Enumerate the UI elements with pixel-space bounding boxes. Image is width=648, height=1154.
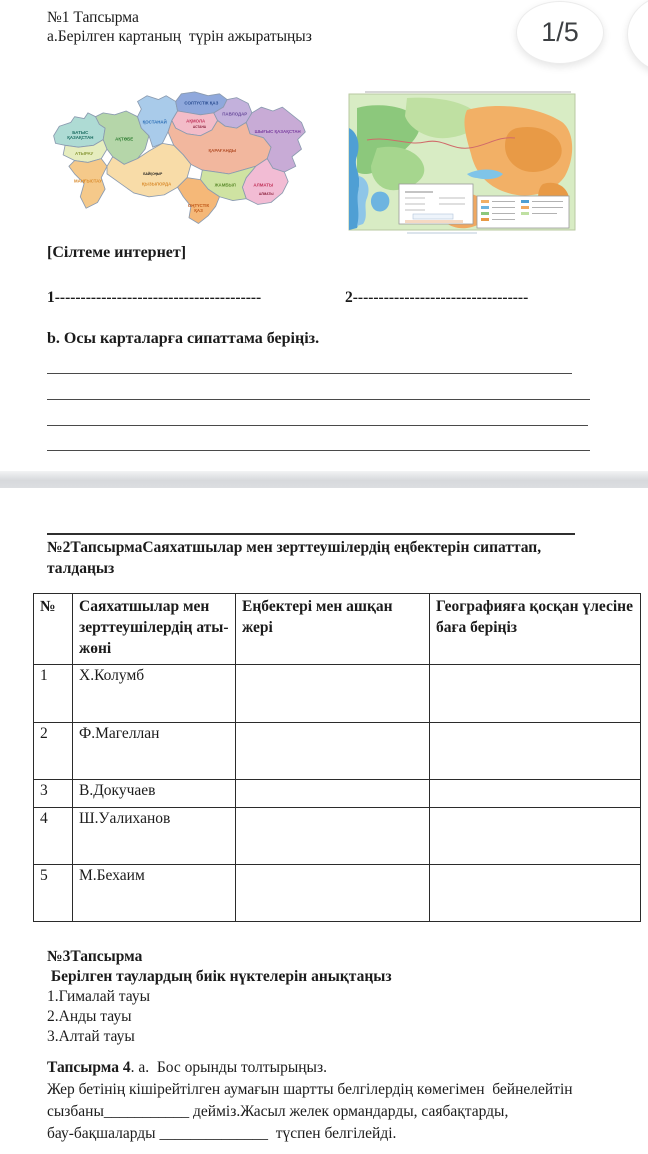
task3-item: 3.Алтай тауы [47,1028,135,1045]
answer-line [47,399,590,400]
political-map-regions [54,92,306,224]
map-label: АТЫРАУ [75,150,94,156]
task1b-title: b. Осы карталарға сипаттама беріңіз. [47,330,320,347]
row-works-cell [236,780,430,808]
map-label: АҚМОЛА [186,118,206,124]
row-num: 5 [34,865,73,922]
map-label: ҚАЗАҚСТАН [67,135,94,141]
col-header-num: № [34,594,73,665]
task3-title: №3Тапсырма [47,948,143,965]
task3-item: 2.Анды тауы [47,1008,132,1025]
row-name: М.Бехаим [73,865,236,922]
map-label-city: АЛМАТЫ [258,191,274,196]
row-geo-cell [430,723,641,780]
task4-title-rest: . а. Бос орынды толтырыңыз. [130,1059,327,1076]
row-works-cell [236,808,430,865]
task4-line: Жер бетінің кішірейтілген аумағын шартты белгілердің көмегімен бейнелейтін [47,1081,573,1098]
task2-title-line1: №2ТапсырмаСаяхатшылар мен зерттеушілердің еңбектерін сипаттап, [47,539,542,556]
row-num: 1 [34,665,73,723]
blank-label-2: 2---------------------------------- [345,289,529,306]
row-name: Ф.Магеллан [73,723,236,780]
table-row [34,865,641,922]
physical-map [347,88,577,237]
row-geo-cell [430,665,641,723]
map-label: ШЫҒЫС ҚАЗАҚСТАН [254,128,301,134]
table-row [34,808,641,865]
row-geo-cell [430,808,641,865]
row-geo-cell [430,865,641,922]
map-label: БАТЫС [72,129,89,135]
task2-title-line2: талдаңыз [47,560,115,577]
table-row [34,780,641,808]
blank-label-1: 1---------------------------------------- [47,289,262,306]
table-header-row [34,594,641,665]
task3-subtitle: Берілген таулардың биік нүктелерін анықтаңыз [47,968,392,985]
map-label: ҚОСТАНАЙ [142,119,167,125]
task4-block [47,1057,573,1145]
table-row [34,723,641,780]
map-label: ЖАМБЫЛ [214,182,236,188]
physical-map-legend-left [399,184,473,224]
political-map-kazakhstan [46,90,332,233]
row-geo-cell [430,780,641,808]
col-header-name: Саяхатшылар мен зерттеушілердің аты-жөні [73,594,236,665]
table-row [34,665,641,723]
map-label: ҚАРАҒАНДЫ [208,147,237,153]
page-indicator-badge [516,1,604,64]
caspian-sea-shape [349,128,360,230]
page-indicator-text: 1/5 [541,17,579,47]
row-name: Х.Колумб [73,665,236,723]
task3-item: 1.Гималай тауы [47,988,151,1005]
source-caption: [Сілтеме интернет] [47,244,187,261]
page-divider [0,471,648,488]
task2-overline [47,533,575,535]
row-num: 3 [34,780,73,808]
map-label-city: АСТАНА [192,125,207,130]
col-header-geo: Географияға қосқан үлесіне баға беріңіз [430,594,641,665]
task3-block [47,947,392,1047]
answer-line [47,373,572,374]
edge-bubble-partial [627,0,648,74]
answer-line [47,450,590,451]
row-num: 2 [34,723,73,780]
map-label: АҚТӨБЕ [115,136,134,142]
task4-title [47,1057,573,1079]
task4-line: бау-бақшаларды ______________ түспен белгілейді. [47,1125,397,1142]
map-label: ОҢТҮСТІК [187,203,210,209]
task4-title-bold: Тапсырма 4 [47,1059,131,1076]
row-name: Ш.Уалиханов [73,808,236,865]
task4-line: сызбаны___________ дейміз.Жасыл желек ормандарды, саябақтарды, [47,1103,509,1120]
row-works-cell [236,865,430,922]
task1-heading-line1: №1 Тапсырма [47,9,139,26]
map-label: СОЛТҮСТІК ҚАЗ [184,100,219,106]
row-works-cell [236,665,430,723]
row-num: 4 [34,808,73,865]
col-header-works: Еңбектері мен ашқан жері [236,594,430,665]
map-label-city: БАЙҚОҢЫР [143,171,163,176]
row-works-cell [236,723,430,780]
map-label: АЛМАТЫ [253,182,274,188]
explorers-table [33,593,641,922]
map-label: ПАВЛОДАР [222,111,248,117]
map-label: ҚАЗ [194,208,203,214]
map-label: ҚЫЗЫЛОРДА [141,181,172,187]
row-name: В.Докучаев [73,780,236,808]
physical-map-legend-right [477,196,569,228]
answer-line [47,425,588,426]
map-label: МАҢҒЫСТАУ [74,178,102,184]
task1-heading-line2: а.Берілген картаның түрін ажыратыңыз [47,28,312,45]
